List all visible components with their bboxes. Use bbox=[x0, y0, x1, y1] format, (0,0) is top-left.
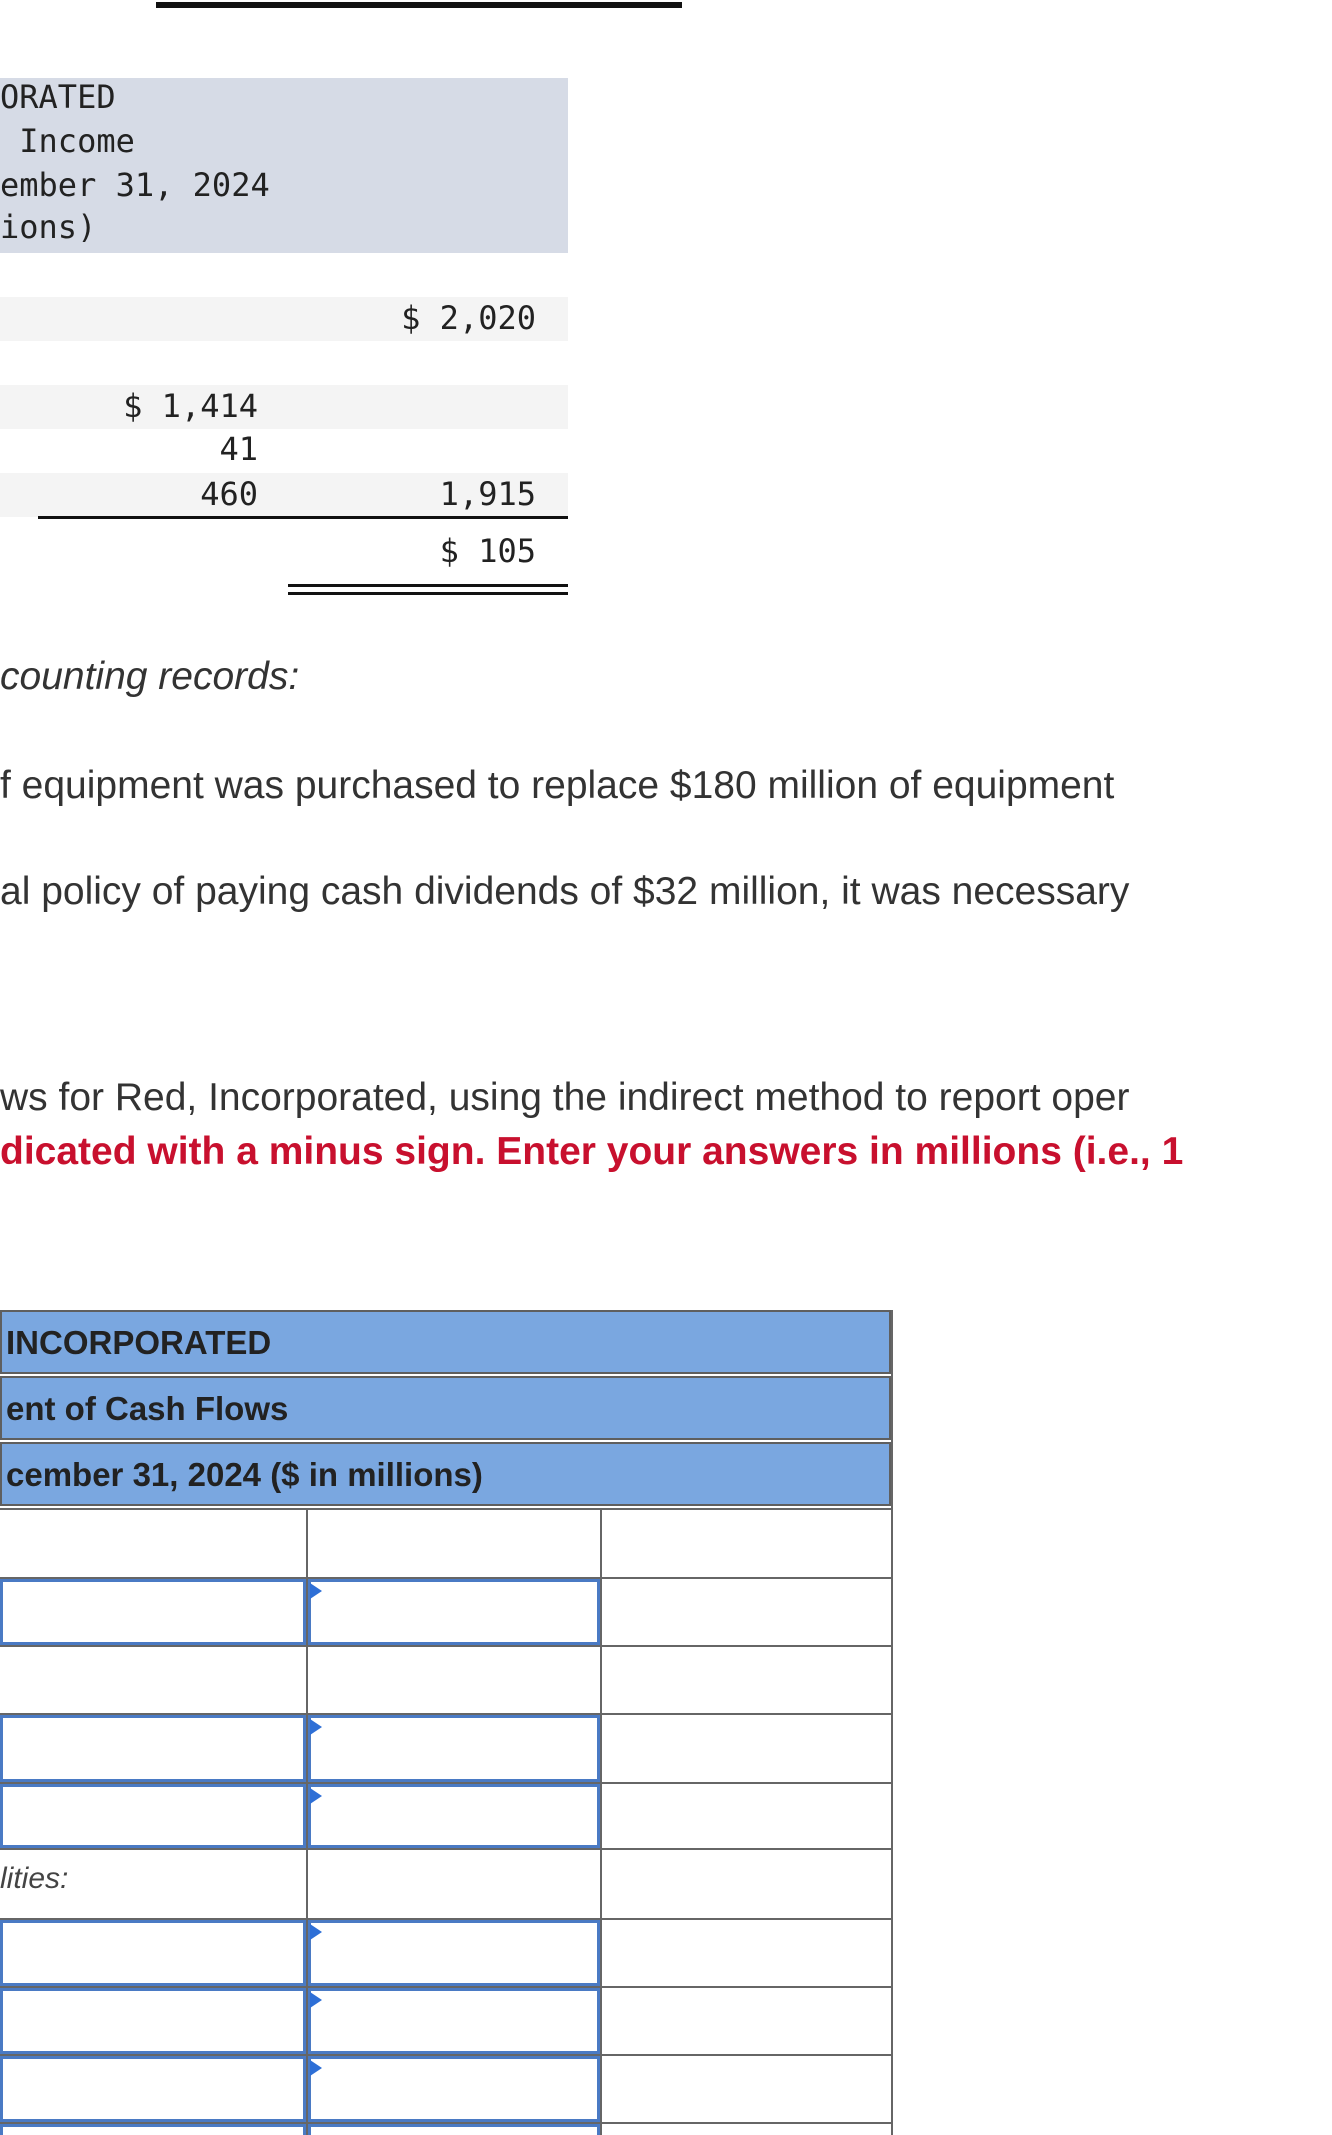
grid-col-3 bbox=[891, 1310, 893, 2135]
input-flag-icon bbox=[310, 1719, 322, 1735]
expense-value-1: $ 1,414 bbox=[123, 387, 258, 425]
input-flag-icon bbox=[310, 1992, 322, 2008]
cf-label-input-7[interactable] bbox=[0, 2124, 306, 2135]
instruction-text: ws for Red, Incorporated, using the indirect method to report oper bbox=[0, 1076, 1130, 1119]
cf-amount-input-2[interactable] bbox=[308, 1715, 600, 1782]
input-flag-icon bbox=[310, 1583, 322, 1599]
cf-label-input-5[interactable] bbox=[0, 1988, 306, 2054]
expense-value-3: 460 bbox=[200, 475, 258, 513]
cf-period: cember 31, 2024 ($ in millions) bbox=[6, 1456, 483, 1493]
header-line-date: ember 31, 2024 bbox=[0, 166, 270, 204]
net-income-value: $ 105 bbox=[439, 532, 536, 570]
grid-row-line bbox=[0, 1645, 893, 1647]
cf-amount-input-4[interactable] bbox=[308, 1920, 600, 1986]
paragraph-line-2: al policy of paying cash dividends of $32 million, it was necessary bbox=[0, 870, 1130, 913]
cf-label-input-4[interactable] bbox=[0, 1920, 306, 1986]
cf-label-input-1[interactable] bbox=[0, 1579, 306, 1645]
cf-amount-input-6[interactable] bbox=[308, 2056, 600, 2122]
grid-row-line bbox=[0, 1508, 893, 1510]
input-flag-icon bbox=[310, 1924, 322, 1940]
cf-statement: ent of Cash Flows bbox=[6, 1390, 289, 1427]
cash-flow-title-1 bbox=[0, 1310, 891, 1374]
paragraph-line-1: f equipment was purchased to replace $180 million of equipment bbox=[0, 764, 1115, 807]
cf-amount-input-3[interactable] bbox=[308, 1784, 600, 1848]
input-flag-icon bbox=[310, 1788, 322, 1804]
grid-col-2 bbox=[600, 1508, 602, 2135]
red-instruction-text: dicated with a minus sign. Enter your answers in millions (i.e., 1 bbox=[0, 1130, 1184, 1173]
top-double-rule bbox=[156, 2, 682, 8]
cash-flow-title-2 bbox=[0, 1376, 891, 1440]
cf-label-input-2[interactable] bbox=[0, 1715, 306, 1782]
cash-flow-title-3 bbox=[0, 1442, 891, 1506]
cf-amount-input-7[interactable] bbox=[308, 2124, 600, 2135]
total-expenses-value: 1,915 bbox=[439, 475, 536, 513]
header-line-units: ions) bbox=[0, 208, 97, 246]
cf-label-input-6[interactable] bbox=[0, 2056, 306, 2122]
records-heading: counting records: bbox=[0, 655, 300, 698]
cf-company: INCORPORATED bbox=[6, 1324, 272, 1361]
header-line-title: Income bbox=[0, 122, 135, 160]
grid-row-line bbox=[0, 1848, 893, 1850]
net-income-rule-1 bbox=[288, 584, 568, 587]
cf-amount-input-5[interactable] bbox=[308, 1988, 600, 2054]
cf-amount-input-1[interactable] bbox=[308, 1579, 600, 1645]
header-line-company: ORATED bbox=[0, 78, 116, 116]
income-statement-header bbox=[0, 78, 568, 253]
revenue-value: $ 2,020 bbox=[401, 299, 536, 337]
subtotal-rule bbox=[38, 516, 568, 519]
input-flag-icon bbox=[310, 2060, 322, 2076]
cf-label-input-3[interactable] bbox=[0, 1784, 306, 1848]
expense-value-2: 41 bbox=[219, 430, 258, 468]
liabilities-label: lities: bbox=[0, 1862, 69, 1895]
net-income-rule-2 bbox=[288, 592, 568, 595]
